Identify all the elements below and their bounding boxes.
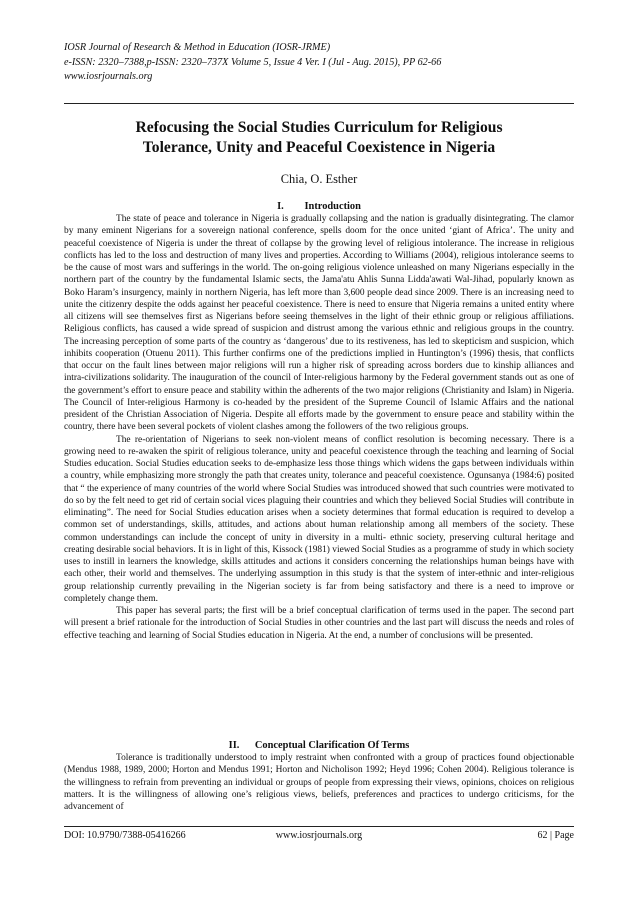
title-line-2: Tolerance, Unity and Peaceful Coexistence in Nigeria (142, 139, 496, 156)
paragraph: The re-orientation of Nigerians to seek non-violent means of conflict resolution is becoming necessary. There is a growing need to re-awaken the spirit of religious tolerance, unity and peaceful coexistence through the teaching and learning of Social Studies education. Social Studies education seeks to de-emphasize less those things which widens the gaps between individuals within a country, while emphasizing more strongly the path that creates unity, tolerance and peaceful coexistence. Ogunsanya (1984:6) posited that “ the experience of many countries of the world where Social Studies was introduced showed that such countries were motivated to do so by the felt need to get rid of certain social vices plaguing their countries and which they believed Social Studies will contribute in eliminating”. The need for Social Studies education arises when a society determines that formal education is required to develop a common set of understandings, skills, attitudes, and actions about human relationship among all members of the society. These common understandings can include the concept of unity in diversity in a multi- ethnic society, preserving cultural heritage and creating desirable social behaviors. It is in light of this, Kissock (1981) viewed Social Studies as a programme of study in which society uses to instill in learners the knowledge, skills attitudes and actions it considers concerning the relationships human beings have with each other, their world and themselves. The underlying assumption in this study is that the system of inter-ethnic and inter-religious group relationship currently prevailing in the Nigerian society is far from being satisfactory and there is a need to improve or completely change them. (64, 434, 574, 604)
footer-site: www.iosrjournals.org (275, 830, 363, 841)
paragraph: This paper has several parts; the first will be a brief conceptual clarification of terms used in the paper. The second part will present a brief rationale for the introduction of Social Studies in other countries and the last part will discuss the needs and roles of effective teaching and learning of Social Studies education in Nigeria. At the end, a number of conclusions will be presented. (64, 606, 574, 641)
journal-issn: e-ISSN: 2320–7388,p-ISSN: 2320–737X Volume 5, Issue 4 Ver. I (Jul - Aug. 2015), PP 62-66 (64, 56, 442, 68)
page-footer (64, 829, 574, 843)
section-heading-introduction: I. Introduction (277, 201, 361, 212)
journal-name: IOSR Journal of Research & Method in Education (IOSR-JRME) (64, 42, 331, 53)
journal-header (64, 41, 574, 85)
section-body-introduction (64, 213, 574, 736)
footer-page-number: 62 | Page (537, 830, 574, 841)
title-line-1: Refocusing the Social Studies Curriculum for Religious (135, 119, 503, 136)
header-divider (64, 103, 574, 104)
section-body-conceptual-clarification (64, 752, 574, 824)
author-name: Chia, O. Esther (280, 172, 358, 186)
paragraph: Tolerance is traditionally understood to imply restraint when confronted with a group of practices found objectionable (Mendus 1988, 1989, 2000; Horton and Mendus 1991; Horton and Nicholison 1992; Heyd 1996; Cohen 2004). Religious tolerance is the willingness to refrain from preventing an individual or groups of people from expressing their views, opinions, choices on religious matters. It is the willingness of allowing one’s religious views, beliefs, preferences and practices to undergo criticisms, for the advancement of (64, 753, 574, 812)
section-heading-conceptual-clarification: II. Conceptual Clarification Of Terms (228, 740, 410, 751)
paragraph: The state of peace and tolerance in Nigeria is gradually collapsing and the nation is gradually disintegrating. The clamor by many eminent Nigerians for a sovereign national conference, spells doom for the once united ‘giant of Africa’. The unity and peaceful coexistence of Nigeria is under the threat of collapse by the growing level of religious intolerance. The increase in religious conflicts has led to the loss and destruction of many lives and properties. According to Williams (2004), religious intolerance seems to be the cause of most wars and sufferings in the world. The on-going religious violence unleashed on many Nigerians especially in the northern part of the country by the fundamental Islamic sects, the Jama'atu Ahlis Sunna Lidda'awati Wal-Jihad, popularly known as Boko Haram’s insurgency, mainly in northern Nigeria, has left more than 3,600 people dead since 2009. There is an increasing need to unite the citizenry despite the odds against her peaceful coexistence. There is need to ensure that Nigeria remains a united entity where all citizens will see themselves first as Nigerians before seeing themselves in the light of their ethnic group or religious affiliations. Religious conflicts, has caused a wide spread of suspicion and distrust among the various ethnic and religious groups in the country. The increasing perception of some parts of the country as ‘dangerous’ due to its restiveness, has led to skepticism and suspicion, which inhibits cooperation (Otuenu 2011). This further confirms one of the predictions implied in Huntington’s (1996) thesis, that conflicts that occur on the fault lines between major religions will run a higher risk of spreading across borders due to kinship alliances and intra-civilizations solidarity. The inauguration of the council of Inter-religious harmony by the Federal government stands out as one of the government’s effort to ensure peace and stability within the adherents of the two major religions (Christianity and Islam) in Nigeria. The Council of Inter-religious Harmony is co-headed by the president of the Supreme Council of Islamic Affairs and the national president of the Christian Association of Nigeria. Despite all efforts made by the government to ensure peace and stability within the country, there have been several pockets of violent clashes among the followers of the two religious groups. (64, 214, 574, 433)
paper-title (64, 118, 574, 158)
footer-doi: DOI: 10.9790/7388-05416266 (64, 830, 186, 841)
footer-divider (64, 826, 574, 827)
journal-site: www.iosrjournals.org (64, 71, 153, 83)
